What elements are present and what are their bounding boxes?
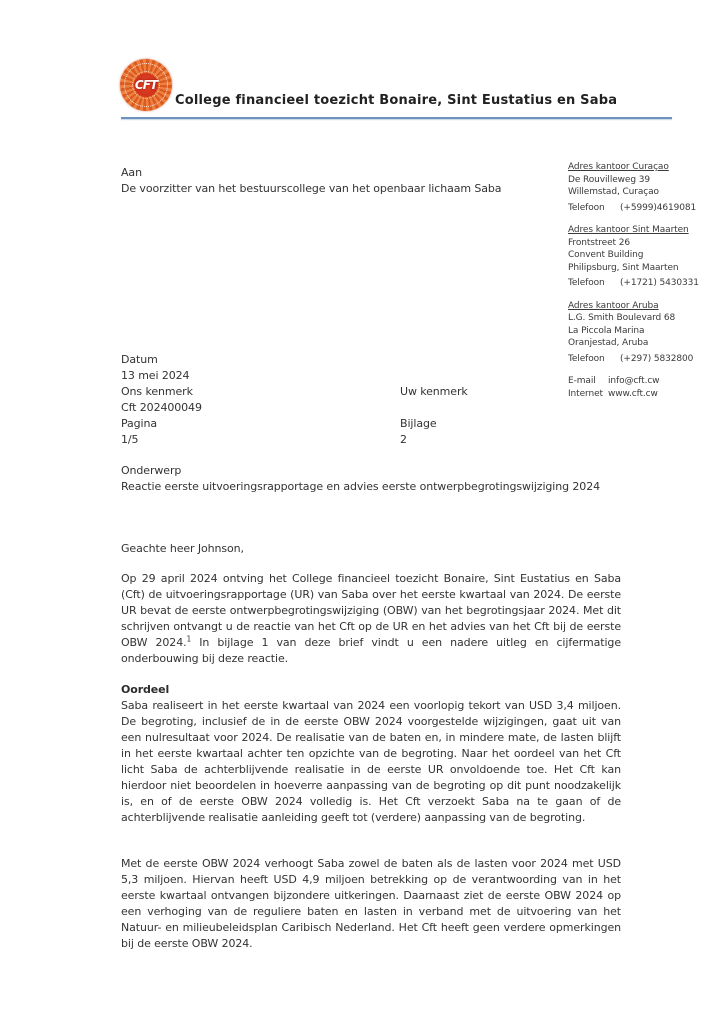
meta-row [121,400,581,416]
office-aruba-address-line: La Piccola Marina [568,325,645,336]
subject-block [121,463,621,495]
bijlage-value: 2 [400,433,407,446]
meta-row [121,432,581,448]
logo-text: CFT [134,78,158,92]
uw-kenmerk-label: Uw kenmerk [400,385,468,398]
footnote-ref: 1 [186,634,192,644]
recipient-line: De voorzitter van het bestuurscollege van het openbaar lichaam Saba [121,182,502,195]
office-sint-maarten-phone [568,277,713,290]
oordeel-paragraph: Saba realiseert in het eerste kwartaal van 2024 een voorlopig tekort van USD 3,4 miljoen. De begroting, inclusief de in de eerste OBW 2024 voorgestelde wijzigingen, gaat uit van een nulresultaat voor 2024. De realisatie van de baten en, in mindere mate, de lasten blijft in het eerste kwartaal achter ten opzichte van de begroting. Naar het oordeel van het Cft licht Saba de achterblijvende realisatie in de eerste UR onvoldoende toe. Het Cft kan hierdoor niet beoordelen in hoeverre aanpassing van de begroting op dit punt noodzakelijk is, en of de eerste OBW 2024 volledig is. Het Cft verzoekt Saba na te gaan of de achterblijvende realisatie aanleiding geeft tot (verdere) aanpassing van de begroting. [121,699,621,824]
office-curacao-address-line: Willemstad, Curaçao [568,187,659,197]
office-sint-maarten-heading: Adres kantoor Sint Maarten [568,225,689,235]
paragraph-intro-text: Op 29 april 2024 ontving het College financieel toezicht Bonaire, Sint Eustatius en Saba (Cft) de uitvoeringsrapportage (UR) van Saba over het eerste kwartaal van 2024. De eerste UR bevat de eerste ontwerpbegrotingswijziging (OBW) van het begrotingsjaar 2024. Met dit schrijven ontvangt u de reactie van het Cft op de UR en het advies van het Cft bij de eerste OBW 2024. [121,572,621,649]
office-curacao [568,161,713,214]
datum-label: Datum [121,353,158,366]
office-curacao-address-line: De Rouvilleweg 39 [568,174,650,185]
header-divider-rule [121,117,672,119]
recipient-block [121,165,551,197]
logo-center [134,73,158,97]
phone-number: (+5999)4619081 [620,202,697,213]
phone-label: Telefoon [568,278,605,288]
paragraph-obw: Met de eerste OBW 2024 verhoogt Saba zowel de baten als de lasten voor 2024 met USD 5,3 miljoen. Hiervan heeft USD 4,9 miljoen betrekking op de verantwoording van in het eerste kwartaal ontvangen bijzondere uitkeringen. Daarnaast ziet de eerste OBW 2024 op een verhoging van de reguliere baten en lasten in verband met de uitvoering van het Natuur- en milieubeleidsplan Caribisch Nederland. Het Cft heeft geen verdere opmerkingen bij de eerste OBW 2024. [121,857,621,950]
ons-kenmerk-label: Ons kenmerk [121,385,193,398]
email-label: E-mail [568,376,596,386]
meta-row [121,384,581,400]
office-aruba [568,300,713,366]
paragraph-intro-text-cont: In bijlage 1 van deze brief vindt u een nadere uitleg en cijfermatige onderbouwing bij deze reactie. [121,636,621,665]
office-aruba-address-line: Oranjestad, Aruba [568,338,649,348]
paragraph-intro [121,571,621,667]
email-value: info@cft.cw [608,376,660,386]
uw-kenmerk-value [400,400,581,416]
office-curacao-heading: Adres kantoor Curaçao [568,162,669,172]
pagina-value: 1/5 [121,433,139,446]
office-aruba-phone [568,353,713,366]
meta-row [121,368,581,384]
pagina-label: Pagina [121,417,158,430]
subject-text: Reactie eerste uitvoeringsrapportage en advies eerste ontwerpbegrotingswijziging 2024 [121,480,600,493]
internet-value: www.cft.cw [608,388,658,399]
salutation: Geachte heer Johnson, [121,542,244,555]
office-sint-maarten-address-line: Philipsburg, Sint Maarten [568,262,679,273]
internet-label: Internet [568,388,603,399]
office-sint-maarten [568,224,713,290]
subject-label: Onderwerp [121,464,182,477]
office-sint-maarten-address-line: Convent Building [568,250,644,260]
internet-row [568,388,713,401]
phone-label: Telefoon [568,353,605,364]
email-row [568,375,713,388]
meta-row [121,352,581,368]
phone-number: (+297) 5832800 [620,353,694,364]
phone-label: Telefoon [568,202,605,213]
phone-number: (+1721) 5430331 [620,278,699,288]
office-aruba-address-line: L.G. Smith Boulevard 68 [568,313,676,323]
bijlage-label: Bijlage [400,417,437,430]
office-sint-maarten-address-line: Frontstreet 26 [568,237,631,248]
letter-meta [121,352,581,448]
oordeel-heading: Oordeel [121,683,170,696]
org-title: College financieel toezicht Bonaire, Sint Eustatius en Saba [175,93,618,108]
recipient-label: Aan [121,166,142,179]
contact-sidebar [568,161,713,400]
cft-logo [120,59,172,111]
office-curacao-phone [568,202,713,215]
datum-value: 13 mei 2024 [121,369,190,382]
meta-row [121,416,581,432]
contact-block [568,375,713,400]
office-aruba-heading: Adres kantoor Aruba [568,300,659,311]
ons-kenmerk-value: Cft 202400049 [121,401,202,414]
section-oordeel [121,682,621,826]
